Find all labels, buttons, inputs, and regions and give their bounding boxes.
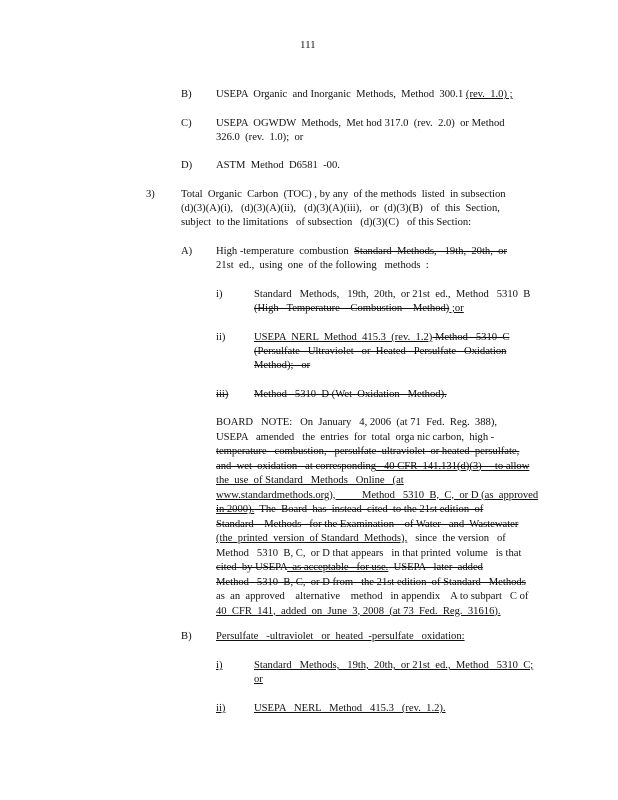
inserted-text: ;or bbox=[449, 303, 464, 314]
item-label: i) bbox=[216, 660, 223, 671]
item-label: B) bbox=[181, 89, 192, 100]
board-note-line bbox=[216, 532, 536, 547]
inserted-text: (rev. 1.0) ; bbox=[465, 89, 513, 100]
note-text: as an approved alternative method in appendix A to subpart C of bbox=[216, 591, 529, 602]
inserted-text: www.standardmethods.org), Method 5310 B, C, or D (as approved bbox=[216, 489, 539, 501]
note-text: BOARD NOTE: On January 4, 2006 (at 71 Fed. Reg. 388), bbox=[216, 417, 497, 428]
board-note-line bbox=[216, 605, 536, 620]
board-note-line bbox=[216, 576, 536, 591]
deleted-text: Method 5310 C bbox=[432, 332, 510, 343]
item-label: i) bbox=[216, 289, 223, 300]
item-label: ii) bbox=[216, 332, 226, 343]
board-note-line bbox=[216, 416, 536, 431]
board-note bbox=[216, 416, 539, 619]
item-text-line1: Standard Methods, 19th, 20th, or 21st ed., Method 5310 B bbox=[254, 289, 531, 300]
deleted-text: Standard Methods for the Examination of Water and Wastewater bbox=[216, 518, 519, 530]
deleted-text: Method 5310 D (Wet Oxidation Method). bbox=[254, 389, 447, 400]
deleted-text: and wet oxidation at corresponding bbox=[216, 460, 377, 472]
item-text-line2: 326.0 (rev. 1.0); or bbox=[216, 132, 304, 143]
inserted-text: USEPA NERL Method 415.3 (rev. 1.2) bbox=[254, 332, 433, 343]
board-note-line bbox=[216, 503, 536, 518]
note-text: USEPA amended the entries for total orga nic carbon, high - bbox=[216, 431, 495, 443]
item-text: USEPA Organic and Inorganic Methods, Method 300.1 bbox=[216, 89, 466, 100]
item-label: C) bbox=[181, 118, 192, 129]
board-note-line bbox=[216, 561, 536, 576]
item-label: B) bbox=[181, 631, 192, 642]
board-note-line bbox=[216, 460, 536, 475]
item-text-line2: or bbox=[254, 674, 263, 685]
inserted-text: 40 CFR 141, added on June 3, 2008 (at 73 Fed. Reg. 31616). bbox=[216, 605, 501, 617]
deleted-text: The Board has instead cited to the 21st edition of bbox=[254, 504, 484, 515]
item-label: A) bbox=[181, 246, 193, 257]
inserted-text: (the printed version of Standard Methods), bbox=[216, 533, 408, 544]
board-note-line bbox=[216, 445, 536, 460]
inserted-deleted-text: as acceptable for use. bbox=[287, 562, 389, 573]
note-text: since the version of bbox=[407, 533, 506, 544]
item-label: D) bbox=[181, 160, 193, 171]
inserted-deleted-text: in 2000). bbox=[216, 504, 255, 515]
deleted-text: Standard Methods, 19th, 20th, or bbox=[353, 246, 507, 257]
item-text: Persulfate -ultraviolet or heated -persulfate oxidation: bbox=[216, 631, 465, 642]
note-text: Method 5310 B, C, or D that appears in that printed volume is that bbox=[216, 547, 522, 559]
board-note-line bbox=[216, 474, 536, 489]
item-text-line1: Total Organic Carbon (TOC) , by any of the methods listed in subsection bbox=[181, 189, 506, 200]
item-text-line1: USEPA OGWDW Methods, Met hod 317.0 (rev. 2.0) or Method bbox=[216, 118, 505, 129]
deleted-text-line3: Method); or bbox=[254, 360, 311, 371]
item-text: ASTM Method D6581 -00. bbox=[216, 160, 340, 171]
item-label: 3) bbox=[146, 189, 155, 200]
item-text-line3: subject to the limitations of subsection (d)(3)(C) of this Section: bbox=[181, 217, 472, 228]
deleted-text: cited by USEPA bbox=[216, 562, 288, 573]
page-number: 111 bbox=[300, 39, 316, 51]
item-text: USEPA NERL Method 415.3 (rev. 1.2). bbox=[254, 703, 446, 714]
item-text-line2: (d)(3)(A)(i), (d)(3)(A)(ii), (d)(3)(A)(iii), or (d)(3)(B) of this Section, bbox=[181, 203, 500, 214]
board-note-line bbox=[216, 518, 536, 533]
inserted-text: the use of Standard Methods Online (at bbox=[216, 475, 404, 486]
deleted-text-line2: (Persulfate Ultraviolet or Heated Persulfate Oxidation bbox=[254, 346, 507, 357]
board-note-line bbox=[216, 431, 536, 446]
item-label: ii) bbox=[216, 703, 226, 714]
item-label: iii) bbox=[216, 389, 229, 400]
board-note-line bbox=[216, 590, 536, 605]
deleted-text: temperature combustion, persulfate ultraviolet or heated persulfate, bbox=[216, 446, 520, 457]
deleted-text: USEPA later added bbox=[388, 562, 483, 573]
item-text-line2: 21st ed., using one of the following methods : bbox=[216, 260, 429, 271]
item-text-line1: Standard Methods, 19th, 20th, or 21st ed., Method 5310 C; bbox=[254, 660, 534, 671]
board-note-line bbox=[216, 489, 539, 504]
deleted-text: Method 5310 B, C, or D from the 21st edition of Standard Methods bbox=[216, 576, 526, 588]
board-note-line bbox=[216, 547, 536, 562]
inserted-deleted-text: 40 CFR 141.131(d)(3) to allow bbox=[376, 460, 530, 472]
item-text: High -temperature combustion bbox=[216, 246, 354, 257]
deleted-text: (High Temperature Combustion Method) bbox=[254, 303, 450, 314]
